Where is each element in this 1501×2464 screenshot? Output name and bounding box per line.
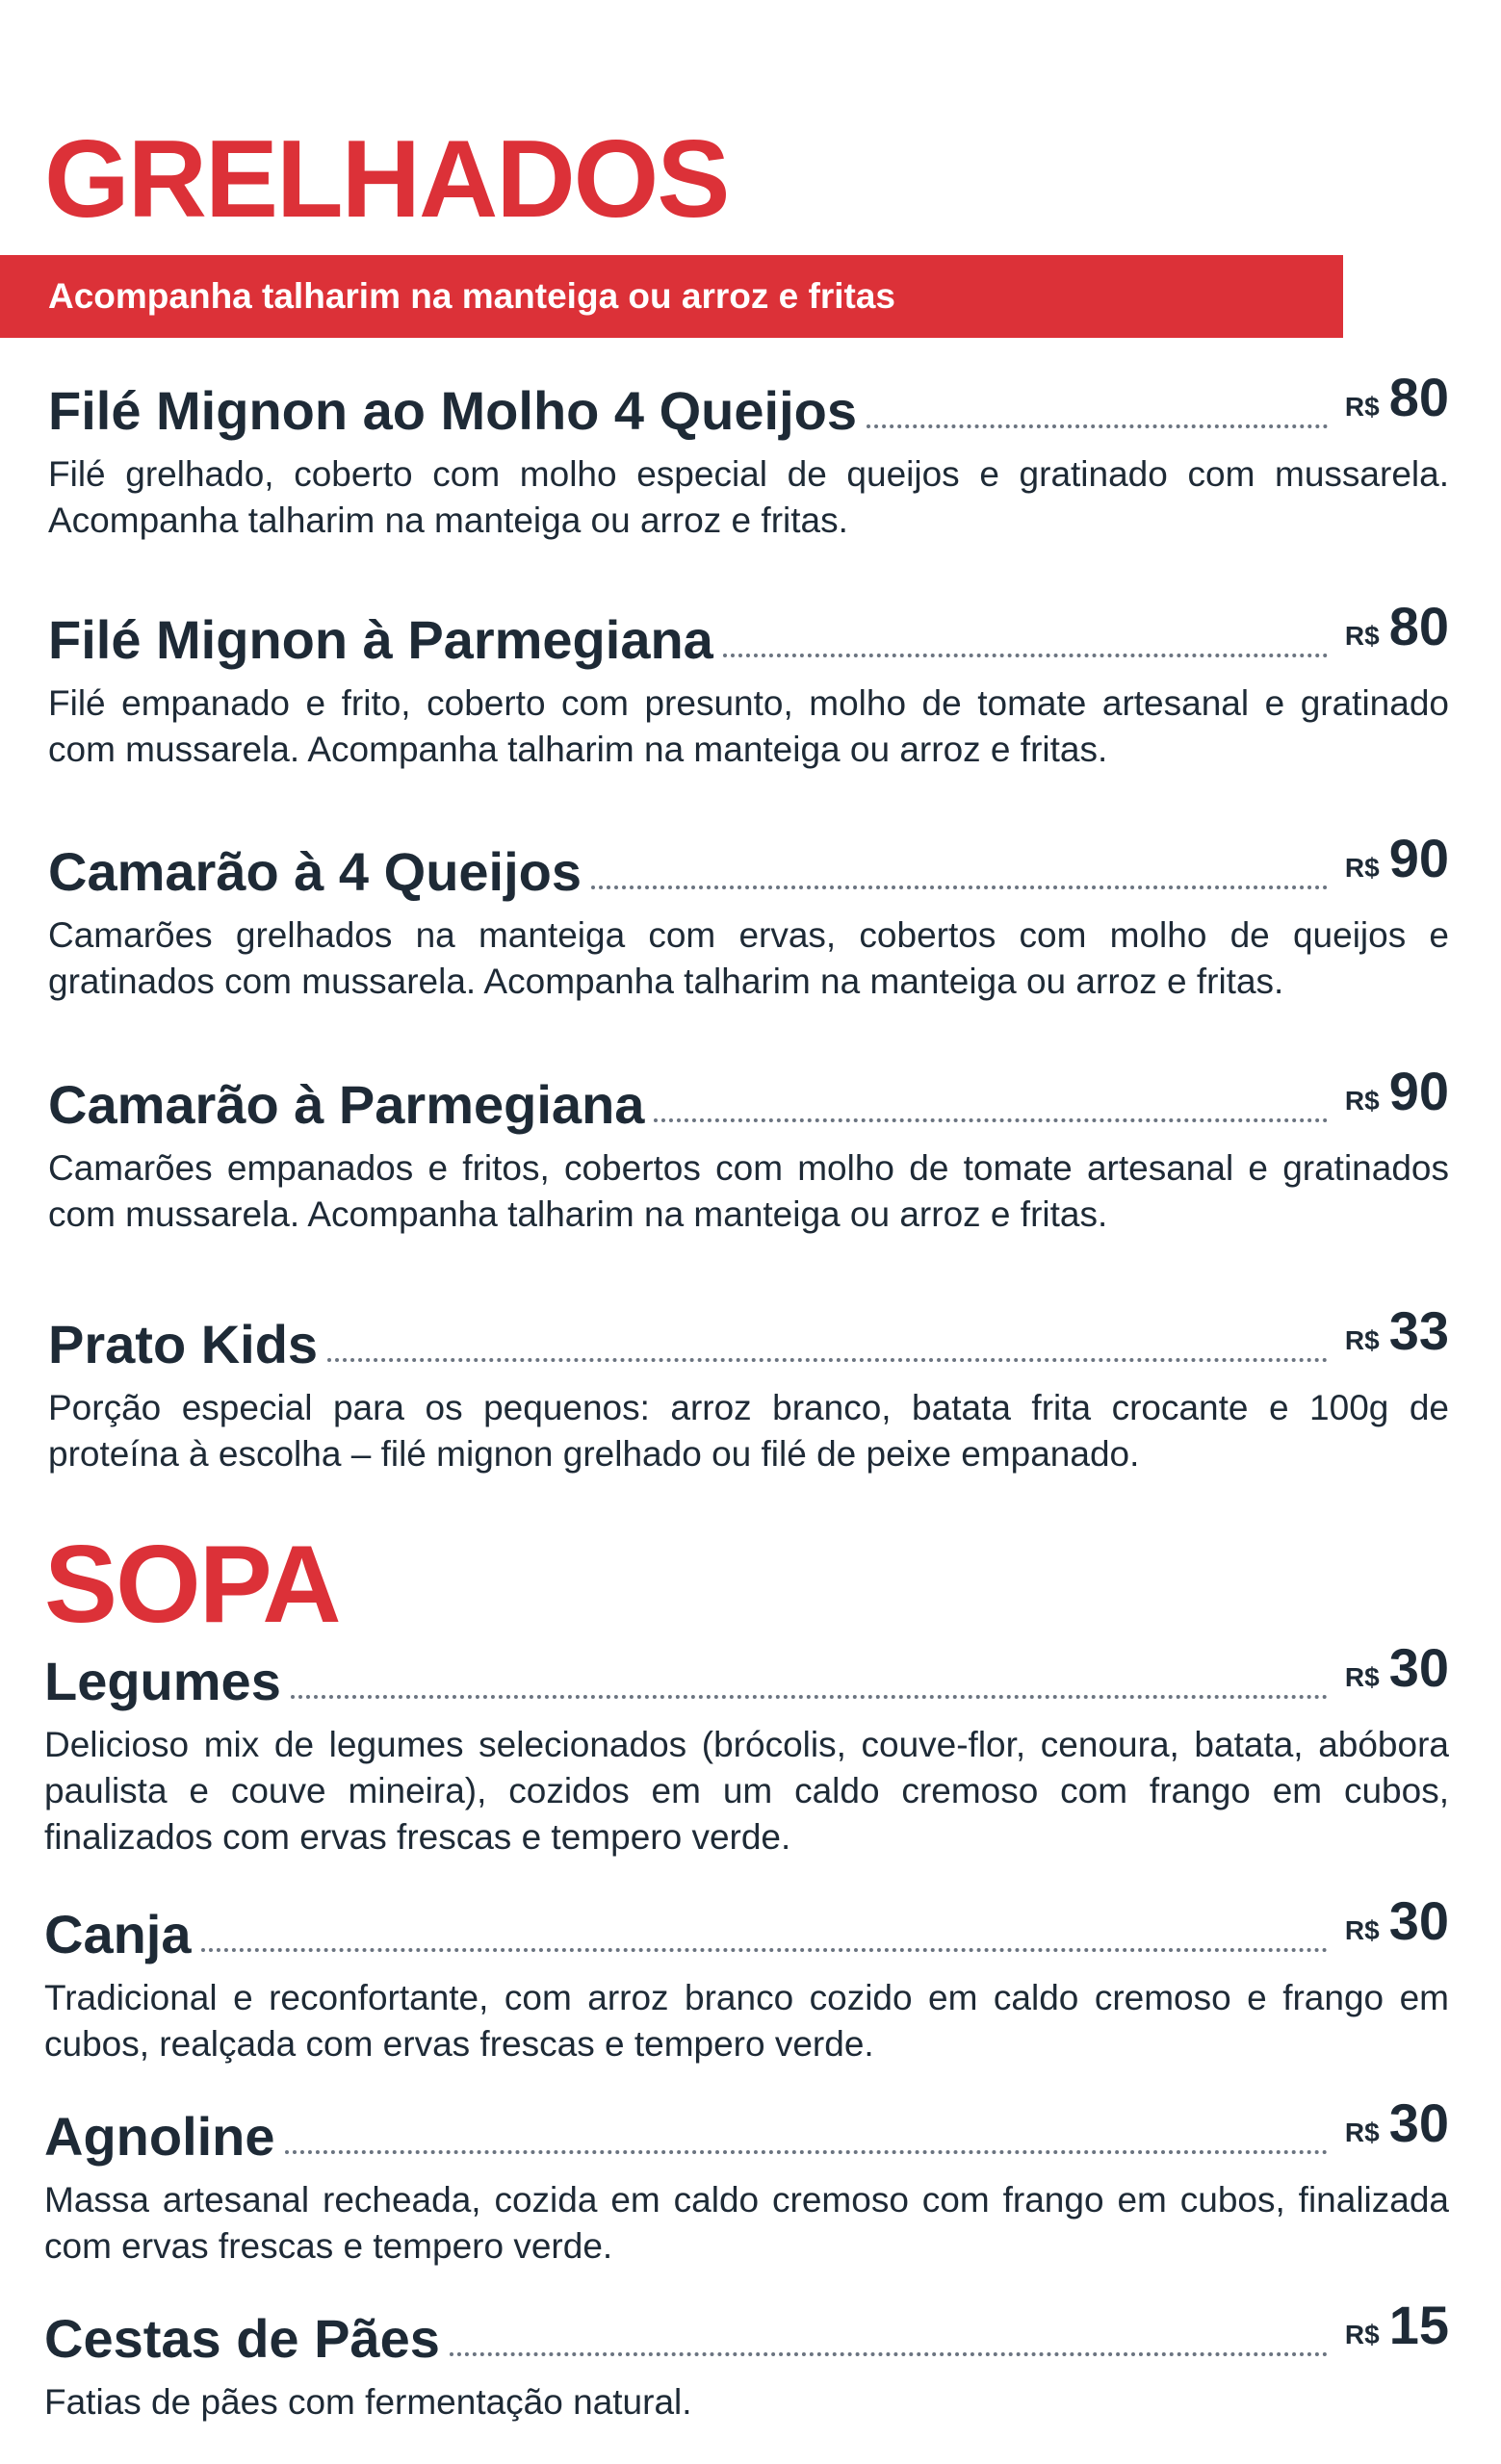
item-name: Filé Mignon ao Molho 4 Queijos	[48, 380, 857, 441]
item-description: Camarões grelhados na manteiga com ervas, cobertos com molho de queijos e gratinados com mussarela. Acompanha talharim na manteiga ou arroz e fritas.	[48, 915, 1449, 1001]
price-value: 30	[1388, 1890, 1449, 1951]
dotted-leader	[654, 1118, 1327, 1122]
dotted-leader	[450, 2352, 1328, 2356]
item-name: Cestas de Pães	[44, 2308, 440, 2369]
dotted-leader	[201, 1948, 1328, 1952]
item-name: Camarão à 4 Queijos	[48, 841, 582, 902]
item-description: Delicioso mix de legumes selecionados (brócolis, couve-flor, cenoura, batata, abóbora paulista e couve mineira), cozidos em um caldo cremoso com frango em cubos, finalizados com ervas frescas e tempero verde.	[44, 1725, 1449, 1857]
dotted-leader	[327, 1358, 1328, 1362]
item-description: Massa artesanal recheada, cozida em caldo cremoso com frango em cubos, finalizada com ervas frescas e tempero verde.	[44, 2180, 1449, 2266]
dotted-leader	[291, 1695, 1328, 1699]
currency-label: R$	[1344, 621, 1380, 651]
banner-text: Acompanha talharim na manteiga ou arroz e fritas	[48, 276, 895, 316]
menu-item-cestas-de-paes	[44, 2295, 1449, 2426]
item-price	[1344, 828, 1449, 888]
price-value: 33	[1388, 1300, 1449, 1361]
currency-label: R$	[1344, 392, 1380, 422]
item-price	[1344, 2295, 1449, 2355]
item-price	[1344, 1300, 1449, 1361]
item-description: Tradicional e reconfortante, com arroz branco cozido em caldo cremoso e frango em cubos, realçada com ervas frescas e tempero verde.	[44, 1978, 1449, 2064]
item-price	[1344, 367, 1449, 427]
item-description: Porção especial para os pequenos: arroz branco, batata frita crocante e 100g de proteína à escolha – filé mignon grelhado ou filé de peixe empanado.	[48, 1388, 1449, 1474]
dotted-leader	[867, 424, 1328, 428]
menu-item-file-mignon-4-queijos	[48, 367, 1449, 544]
currency-label: R$	[1344, 1325, 1380, 1355]
currency-label: R$	[1344, 853, 1380, 883]
item-name: Prato Kids	[48, 1314, 319, 1374]
price-value: 30	[1388, 2092, 1449, 2153]
item-price	[1344, 596, 1449, 656]
price-value: 80	[1388, 367, 1449, 427]
item-price	[1344, 1061, 1449, 1121]
currency-label: R$	[1344, 1086, 1380, 1116]
price-value: 30	[1388, 1637, 1449, 1698]
item-price	[1344, 1890, 1449, 1951]
dotted-leader	[591, 886, 1328, 889]
item-description: Fatias de pães com fermentação natural.	[44, 2382, 692, 2422]
item-description: Camarões empanados e fritos, cobertos com molho de tomate artesanal e gratinados com mussarela. Acompanha talharim na manteiga ou arroz e fritas.	[48, 1148, 1449, 1234]
item-name: Camarão à Parmegiana	[48, 1074, 645, 1135]
item-name: Agnoline	[44, 2106, 275, 2167]
price-value: 90	[1388, 828, 1449, 888]
item-price	[1344, 1637, 1449, 1698]
item-price	[1344, 2092, 1449, 2153]
dotted-leader	[285, 2150, 1328, 2154]
section-title-grelhados: GRELHADOS	[44, 118, 729, 241]
section-banner	[0, 255, 1343, 338]
section-title-sopa: SOPA	[44, 1524, 340, 1646]
menu-item-legumes	[44, 1637, 1449, 1861]
menu-item-camarao-parmegiana	[48, 1061, 1449, 1238]
item-name: Canja	[44, 1904, 192, 1964]
currency-label: R$	[1344, 2320, 1380, 2349]
item-description: Filé grelhado, coberto com molho especial de queijos e gratinado com mussarela. Acompanha talharim na manteiga ou arroz e fritas.	[48, 454, 1449, 540]
item-name: Legumes	[44, 1651, 281, 1711]
price-value: 80	[1388, 596, 1449, 656]
menu-item-file-mignon-parmegiana	[48, 596, 1449, 773]
menu-item-prato-kids	[48, 1300, 1449, 1477]
price-value: 15	[1388, 2295, 1449, 2355]
dotted-leader	[723, 654, 1328, 657]
menu-item-camarao-4-queijos	[48, 828, 1449, 1005]
menu-item-canja	[44, 1890, 1449, 2067]
price-value: 90	[1388, 1061, 1449, 1121]
menu-item-agnoline	[44, 2092, 1449, 2270]
item-description: Filé empanado e frito, coberto com presunto, molho de tomate artesanal e gratinado com mussarela. Acompanha talharim na manteiga ou arroz e fritas.	[48, 683, 1449, 769]
currency-label: R$	[1344, 2118, 1380, 2147]
currency-label: R$	[1344, 1662, 1380, 1692]
currency-label: R$	[1344, 1915, 1380, 1945]
item-name: Filé Mignon à Parmegiana	[48, 609, 713, 670]
